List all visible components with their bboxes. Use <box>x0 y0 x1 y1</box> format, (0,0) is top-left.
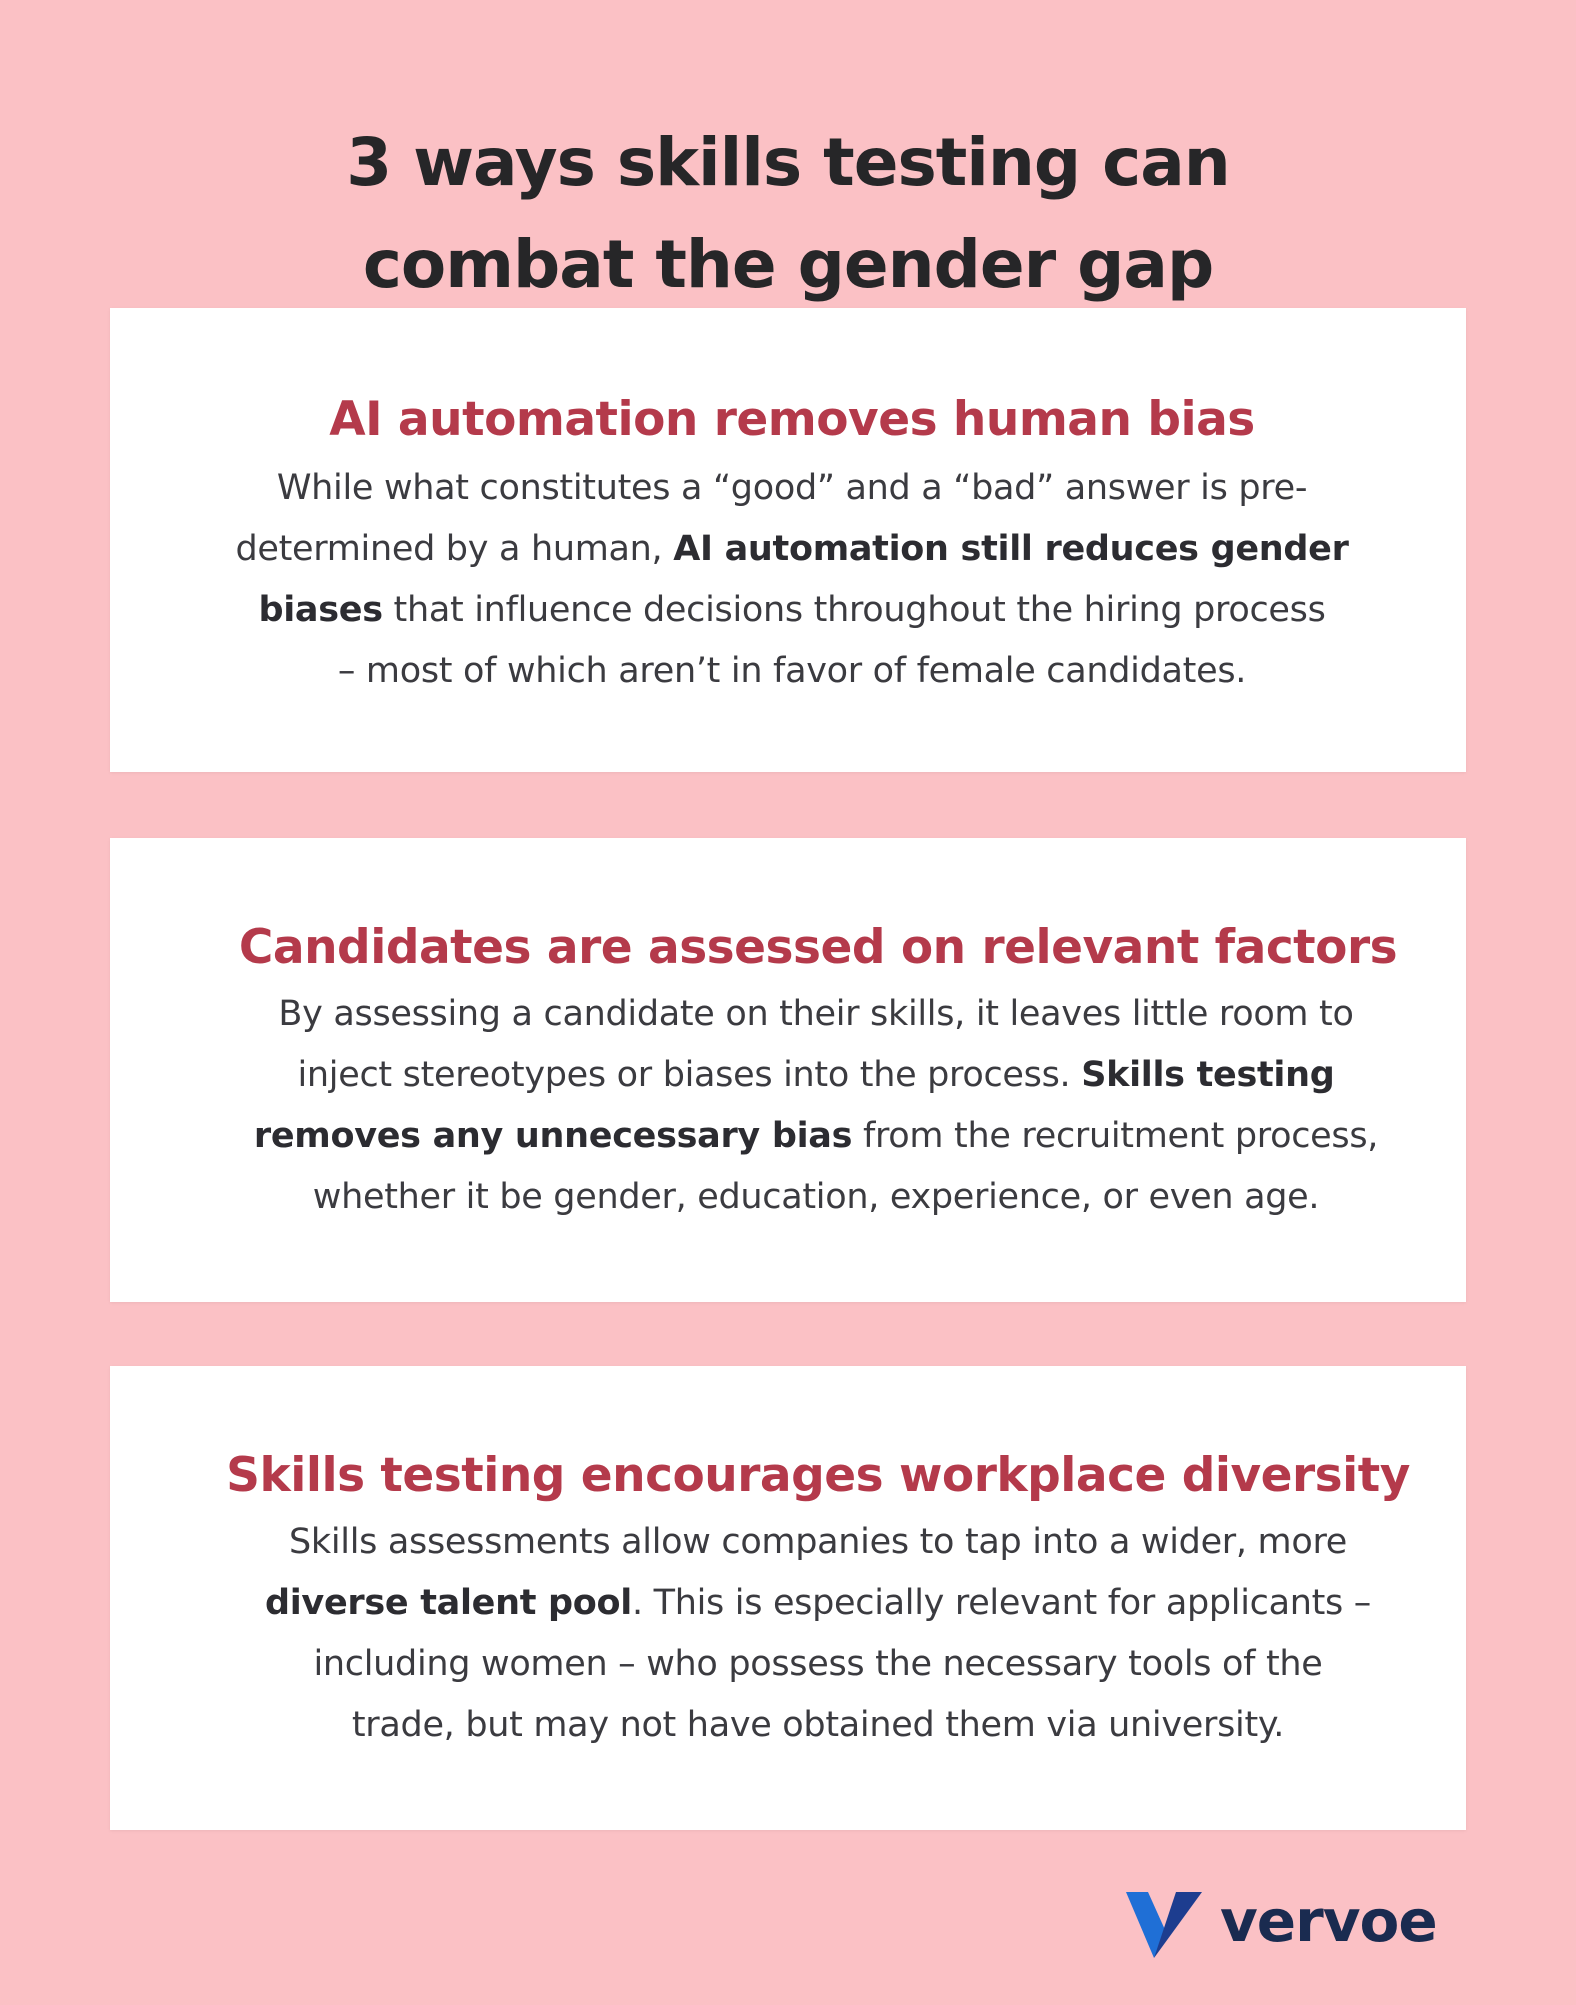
body-line <box>138 1167 1494 1228</box>
body-text: determined by a human, <box>235 529 674 569</box>
body-line <box>138 984 1494 1045</box>
body-text: that influence decisions throughout the hiring process <box>382 590 1326 630</box>
page-title <box>0 112 1576 316</box>
body-line <box>138 1045 1494 1106</box>
body-text: from the recruitment process, <box>852 1116 1379 1156</box>
card-body <box>110 458 1470 702</box>
body-text: . This is especially relevant for applicants – <box>631 1583 1372 1623</box>
card-workplace-diversity <box>110 1366 1466 1830</box>
card-ai-automation <box>110 308 1466 772</box>
body-text: By assessing a candidate on their skills, it leaves little room to <box>278 994 1354 1034</box>
body-text: – most of which aren’t in favor of female candidates. <box>337 651 1247 691</box>
bold-text: biases <box>258 590 383 630</box>
card-relevant-factors <box>110 838 1466 1302</box>
bold-text: removes any unnecessary bias <box>253 1116 853 1156</box>
body-line <box>138 1106 1494 1167</box>
body-text: including women – who possess the necessary tools of the <box>313 1644 1323 1684</box>
body-line <box>114 458 1470 519</box>
vervoe-v-logo-icon <box>1124 1890 1204 1960</box>
card-body <box>110 1512 1496 1756</box>
body-text: inject stereotypes or biases into the process. <box>297 1055 1082 1095</box>
bold-text: diverse talent pool <box>264 1583 632 1623</box>
card-heading: Skills testing encourages workplace diversity <box>226 1448 1410 1503</box>
body-line <box>114 580 1470 641</box>
card-heading: AI automation removes human bias <box>329 392 1255 447</box>
body-line <box>140 1634 1496 1695</box>
body-text: Skills assessments allow companies to tap into a wider, more <box>288 1522 1348 1562</box>
body-line <box>114 641 1470 702</box>
body-text: whether it be gender, education, experience, or even age. <box>312 1177 1320 1217</box>
body-text: While what constitutes a “good” and a “bad” answer is pre- <box>276 468 1308 508</box>
bold-text: AI automation still reduces gender <box>673 529 1349 569</box>
body-text: trade, but may not have obtained them via university. <box>351 1705 1285 1745</box>
body-line <box>140 1512 1496 1573</box>
card-heading: Candidates are assessed on relevant factors <box>238 920 1398 975</box>
body-line <box>114 519 1470 580</box>
body-line <box>140 1573 1496 1634</box>
body-line <box>140 1695 1496 1756</box>
page-title-line-1: 3 ways skills testing can <box>346 124 1230 202</box>
brand-logo <box>1124 1887 1470 1960</box>
card-body <box>110 984 1494 1228</box>
bold-text: Skills testing <box>1081 1055 1335 1095</box>
brand-name: vervoe <box>1220 1887 1437 1955</box>
page-title-line-2: combat the gender gap <box>362 226 1214 304</box>
